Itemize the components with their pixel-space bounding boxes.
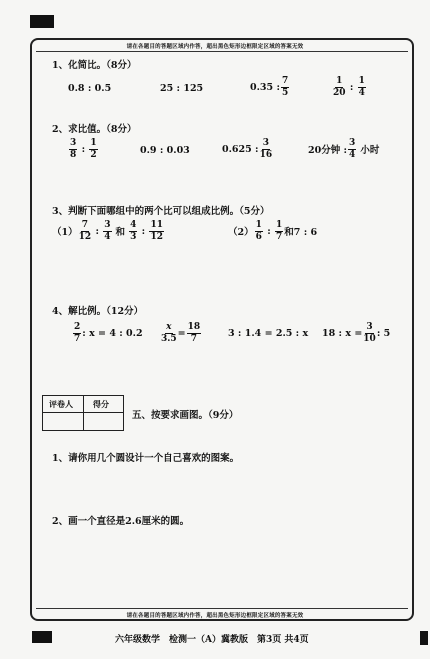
reviewer-label: 评卷人 [49,399,73,409]
denominator: 16 [259,149,273,160]
bottom-right-marker [420,631,428,645]
q1-title: 1、化简比。（8分） [52,60,137,71]
fraction [129,221,137,242]
ratio-colon: : [78,143,89,155]
reviewer-input[interactable] [43,413,82,430]
fraction [260,139,273,160]
denominator: 4 [358,87,365,98]
q3-item-1 [52,218,165,244]
numerator: 3 [366,321,373,332]
ratio-colon: : [263,225,275,237]
fraction [187,323,202,344]
denominator: 4 [104,231,111,242]
numerator: 1 [90,137,97,148]
q3-item-2-tail: 和7 : 6 [284,227,318,238]
fraction [358,77,366,98]
numerator: 7 [281,75,289,86]
score-label: 得分 [93,399,109,409]
q1-item-3 [250,75,290,99]
numerator: 3 [262,137,269,148]
numerator: 1 [276,219,283,230]
denominator: 4 [349,149,356,160]
numerator: 18 [187,321,201,332]
denominator: 8 [70,149,77,160]
fraction [69,139,77,160]
denominator: 12 [150,231,163,242]
fraction [103,221,111,242]
denominator: 3.5 [161,333,177,344]
numerator: 3 [70,137,77,148]
numerator: 3 [349,137,356,148]
top-rule [36,51,408,52]
q1-item-2: 25 : 125 [160,82,204,94]
fraction [89,139,97,160]
q2-item-1 [68,137,99,161]
denominator: 10 [363,333,376,344]
bottom-left-marker [32,631,52,643]
numerator: x [166,321,172,332]
top-left-marker [30,15,54,28]
numerator: 4 [130,219,137,230]
ratio-colon: : [92,225,103,237]
denominator: 12 [78,231,92,242]
bottom-rule [36,608,408,609]
q4-item-2 [160,320,202,346]
q3-item-2 [228,218,317,244]
fraction [161,323,177,344]
q2-item-4 [308,137,379,161]
numerator: 2 [74,321,81,332]
fraction [281,77,289,98]
q4-title: 4、解比例。（12分） [52,306,144,317]
numerator: 1 [255,219,262,230]
fraction [73,323,81,344]
q4-item-4-post: : 5 [376,327,391,339]
q3-title: 3、判断下面哪组中的两个比可以组成比例。（5分） [52,206,270,217]
numerator: 1 [336,75,343,86]
fraction [333,77,346,98]
q1-item-4 [332,75,367,99]
q4-item-1-rest: : x = 4 : 0.2 [82,327,143,339]
denominator: 20 [333,87,346,98]
q3-item-1-and: 和 [115,227,126,238]
bottom-notice: 请在各题目的答题区域内作答，超出黑色矩形边框限定区域的答案无效 [126,613,304,619]
fraction [255,221,263,242]
fraction [149,221,164,242]
q1-item-1: 0.8 : 0.5 [68,82,112,94]
q3-item-2-label: （2） [228,227,254,238]
q4-item-3: 3 : 1.4 = 2.5 : x [228,327,309,339]
q4-item-4-pre: 18 : x = [322,327,363,339]
ratio-colon: : [346,81,357,93]
denominator: 3 [130,231,137,242]
q2-item-3-pre: 0.625 : [222,143,259,155]
top-notice: 请在各题目的答题区域内作答，超出黑色矩形边框限定区域的答案无效 [126,44,304,50]
numerator: 11 [150,219,163,230]
numerator: 3 [104,219,111,230]
score-box [42,395,124,431]
denominator: 2 [90,149,97,160]
q5-item-1: 1、请你用几个圆设计一个自己喜欢的图案。 [52,453,240,464]
score-input[interactable] [84,413,123,430]
numerator: 7 [81,219,89,230]
page-footer: 六年级数学 检测一（A）冀教版 第3页 共4页 [115,635,309,645]
numerator: 1 [358,75,365,86]
q4-item-1 [72,320,143,346]
denominator: 7 [74,333,81,344]
denominator: 7 [190,333,198,344]
fraction [363,323,376,344]
q4-item-4 [322,320,390,346]
q5-title: 五、按要求画图。（9分） [132,410,239,421]
denominator: 5 [281,87,289,98]
denominator: 7 [276,231,283,242]
q2-item-3 [222,137,273,161]
q2-title: 2、求比值。（8分） [52,124,137,135]
denominator: 6 [255,231,262,242]
q2-item-4-unit: 小时 [360,145,380,156]
q2-item-2: 0.9 : 0.03 [140,144,190,156]
q3-item-1-label: （1） [52,227,78,238]
fraction [79,221,92,242]
fraction [348,139,356,160]
q1-item-3-pre: 0.35 : [250,81,280,93]
q2-item-4-pre: 20分钟 : [308,145,348,156]
q5-item-2: 2、画一个直径是2.6厘米的圆。 [52,516,190,527]
ratio-colon: : [138,225,149,237]
fraction [275,221,283,242]
equals-sign: = [177,327,186,339]
